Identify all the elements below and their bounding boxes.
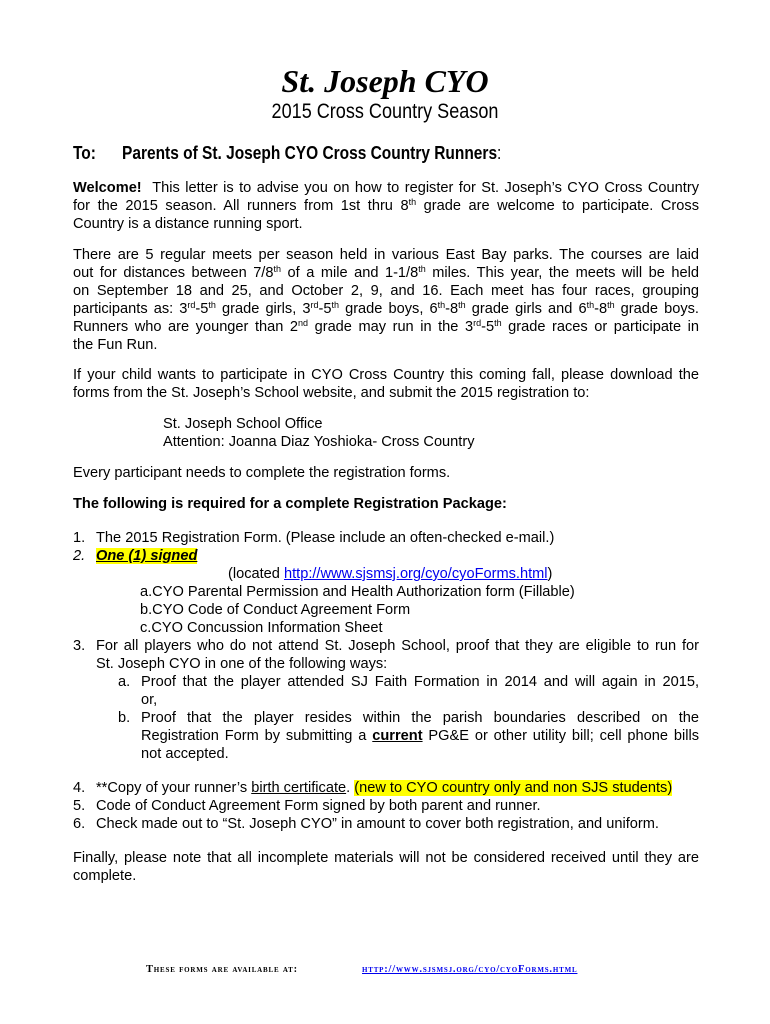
meets-text: grade may run in the 3: [308, 319, 474, 335]
meets-line-6: the Fun Run.: [73, 337, 158, 353]
meets-text: -5: [481, 319, 495, 335]
meets-text: grade girls, 3: [215, 301, 311, 317]
list-item-1: The 2015 Registration Form. (Please include an often-checked e-mail.): [96, 530, 555, 546]
sub-a-line-1: Proof that the player attended SJ Faith Formation in 2014 and will again in 2015,: [141, 674, 699, 690]
to-label: To:: [73, 143, 96, 163]
list-number-1: 1.: [73, 530, 86, 546]
address-line-2: Attention: Joanna Diaz Yoshioka- Cross Country: [163, 434, 475, 450]
list-item-6: Check made out to “St. Joseph CYO” in amount to cover both registration, and uniform.: [96, 816, 659, 832]
item-4-text: **Copy of your runner’s: [96, 780, 252, 796]
download-line-2: forms from the St. Joseph’s School website, and submit the 2015 registration to:: [73, 385, 590, 401]
meets-sup: th: [458, 300, 466, 310]
meets-text: out for distances between 7/8: [73, 265, 274, 281]
finally-line-1: Finally, please note that all incomplete materials will not be considered received until they are: [73, 850, 699, 866]
page-title: St. Joseph CYO: [281, 63, 489, 99]
meets-line-1: There are 5 regular meets per season held in various East Bay parks. The courses are laid: [73, 247, 699, 263]
to-line: [73, 142, 501, 164]
located-pre: (located: [228, 566, 284, 582]
meets-line-4: [73, 300, 699, 318]
forms-link[interactable]: http://www.sjsmsj.org/cyo/cyoForms.html: [283, 566, 548, 582]
meets-line-2: [73, 264, 699, 282]
list-item-3-line-2: St. Joseph CYO in one of the following ways:: [96, 656, 388, 672]
address-line-1: St. Joseph School Office: [163, 416, 323, 432]
meets-sup: th: [494, 318, 502, 328]
list-item-3-line-1: For all players who do not attend St. Joseph School, proof that they are eligible to run for: [96, 638, 699, 654]
meets-sup: th: [418, 264, 426, 274]
welcome-line-2: [73, 197, 699, 215]
footer-label: These forms are available at:: [146, 964, 298, 975]
list-item-5: Code of Conduct Agreement Form signed by both parent and runner.: [96, 798, 541, 814]
meets-sup: th: [586, 300, 595, 310]
sub-a-line-2: or,: [141, 692, 158, 708]
sub-b-text: PG&E or other utility bill; cell phone bills: [422, 728, 700, 744]
required-heading: The following is required for a complete Registration Package:: [73, 496, 507, 512]
sub-b-number: b.: [118, 710, 131, 726]
welcome-text-2b: grade are welcome to participate. Cross: [416, 198, 700, 214]
meets-sup: rd: [473, 318, 482, 328]
form-c: c.CYO Concussion Information Sheet: [140, 620, 383, 636]
meets-sup: nd: [298, 318, 309, 328]
welcome-text-2a: for the 2015 season. All runners from 1st thru 8: [73, 198, 409, 214]
sub-b-text: Registration Form by submitting a: [141, 728, 373, 744]
meets-text: grade boys.: [614, 301, 699, 317]
page-subtitle: 2015 Cross Country Season: [271, 100, 499, 123]
meets-sup: th: [208, 300, 216, 310]
form-b: b.CYO Code of Conduct Agreement Form: [140, 602, 411, 618]
list-number-3: 3.: [73, 638, 86, 654]
sub-b-line-2: [141, 727, 699, 745]
meets-text: -5: [195, 301, 209, 317]
footer-link[interactable]: http://www.sjsmsj.org/cyo/cyoForms.html: [362, 964, 578, 975]
sub-b-line-3: not accepted.: [141, 746, 229, 762]
meets-text: participants as: 3: [73, 301, 188, 317]
to-recipient: Parents of St. Joseph CYO Cross Country Runners: [122, 143, 498, 163]
birth-certificate-text: birth certificate: [251, 780, 347, 796]
list-item-2: [96, 547, 197, 565]
list-number-2: 2.: [73, 548, 86, 564]
list-item-4: [96, 779, 672, 797]
every-participant-text: Every participant needs to complete the registration forms.: [73, 465, 451, 481]
meets-text: of a mile and 1-1/8: [281, 265, 419, 281]
meets-text: -8: [594, 301, 608, 317]
welcome-line-1: [73, 179, 699, 197]
meets-line-5: [73, 318, 699, 336]
meets-line-3: on September 18 and 25, and October 2, 9, and 16. Each meet has four races, grouping: [73, 283, 699, 299]
meets-text: grade boys, 6: [338, 301, 438, 317]
download-line-1: If your child wants to participate in CYO Cross Country this coming fall, please download the: [73, 367, 699, 383]
finally-line-2: complete.: [73, 868, 137, 884]
meets-sup: th: [273, 264, 281, 274]
new-students-highlight: (new to CYO country only and non SJS students): [354, 780, 673, 796]
form-a: a.CYO Parental Permission and Health Authorization form (Fillable): [140, 584, 575, 600]
meets-text: Runners who are younger than 2: [73, 319, 299, 335]
welcome-line-3: Country is a distance running sport.: [73, 216, 303, 232]
current-emphasis: current: [372, 728, 423, 744]
meets-sup: th: [607, 300, 615, 310]
list-number-6: 6.: [73, 816, 86, 832]
located-line: [228, 565, 552, 583]
item-4-text: .: [346, 780, 355, 796]
meets-sup: rd: [310, 300, 319, 310]
meets-text: grade girls and 6: [465, 301, 587, 317]
sub-b-line-1: Proof that the player resides within the parish boundaries described on the: [141, 710, 699, 726]
meets-text: -5: [318, 301, 332, 317]
located-post: ): [547, 566, 553, 582]
meets-text: -8: [445, 301, 459, 317]
list-number-4: 4.: [73, 780, 86, 796]
meets-sup: rd: [187, 300, 196, 310]
welcome-text-1: This letter is to advise you on how to register for St. Joseph’s CYO Cross Country: [152, 180, 699, 196]
list-number-5: 5.: [73, 798, 86, 814]
meets-sup: th: [331, 300, 339, 310]
meets-text: grade races or participate in: [501, 319, 700, 335]
to-colon: :: [497, 143, 502, 163]
welcome-sup: th: [408, 197, 417, 207]
one-signed-highlight: One (1) signed: [96, 548, 198, 564]
welcome-lead: Welcome!: [73, 180, 142, 196]
meets-text: miles. This year, the meets will be held: [425, 265, 699, 281]
meets-sup: th: [437, 300, 446, 310]
sub-a-number: a.: [118, 674, 131, 690]
